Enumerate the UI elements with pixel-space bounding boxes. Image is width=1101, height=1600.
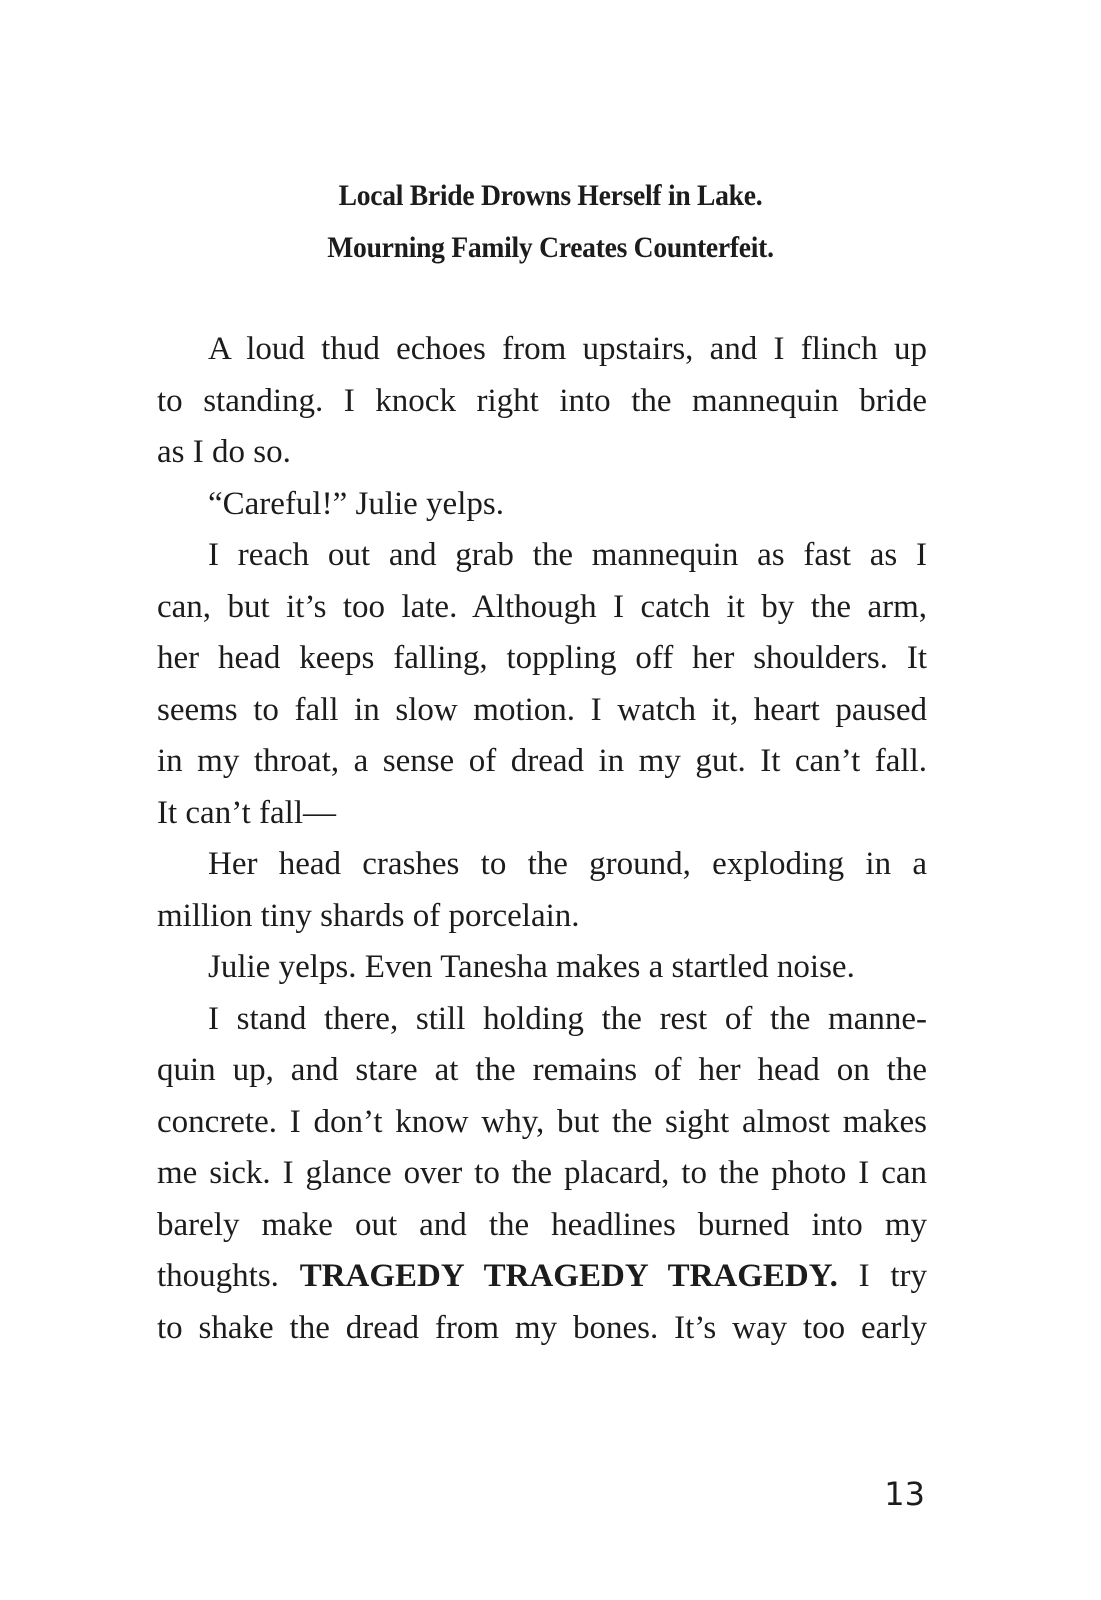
text-line: I stand there, still holding the rest of the manne- bbox=[208, 1000, 927, 1037]
text-line: “Careful!” Julie yelps. bbox=[208, 485, 504, 522]
text-line: can, but it’s too late. Although I catch it by the arm, bbox=[157, 588, 927, 625]
text-line: Julie yelps. Even Tanesha makes a startled noise. bbox=[208, 949, 855, 985]
newspaper-headlines bbox=[0, 170, 1101, 274]
text-line: seems to fall in slow motion. I watch it, heart paused bbox=[157, 691, 927, 728]
text-segment: thoughts. bbox=[157, 1258, 300, 1294]
text-line: million tiny shards of porcelain. bbox=[157, 897, 580, 934]
text-line: in my throat, a sense of dread in my gut. It can’t fall. bbox=[157, 743, 927, 779]
text-line: concrete. I don’t know why, but the sight almost makes bbox=[157, 1103, 927, 1140]
text-line: It can’t fall— bbox=[157, 794, 336, 831]
text-line: her head keeps falling, toppling off her shoulders. It bbox=[157, 640, 927, 676]
headline-line-1: Local Bride Drowns Herself in Lake. bbox=[338, 179, 763, 212]
text-line: as I do so. bbox=[157, 434, 291, 470]
text-line-with-bold bbox=[157, 1251, 927, 1303]
text-line: Her head crashes to the ground, exploding in a bbox=[208, 846, 927, 882]
text-line: I reach out and grab the mannequin as fast as I bbox=[208, 537, 927, 573]
text-line: to shake the dread from my bones. It’s way too early bbox=[157, 1309, 927, 1346]
text-line: to standing. I knock right into the mannequin bride bbox=[157, 382, 927, 419]
text-line: barely make out and the headlines burned into my bbox=[157, 1206, 927, 1243]
headline-line-2: Mourning Family Creates Counterfeit. bbox=[327, 231, 774, 264]
page-number: 13 bbox=[884, 1475, 925, 1513]
text-line: quin up, and stare at the remains of her head on the bbox=[157, 1052, 927, 1088]
text-segment: I try bbox=[837, 1258, 927, 1294]
text-line: me sick. I glance over to the placard, to the photo I can bbox=[157, 1155, 927, 1191]
body-text bbox=[157, 324, 927, 1354]
bold-tragedy-text: TRAGEDY TRAGEDY TRAGEDY. bbox=[299, 1258, 838, 1294]
text-line: A loud thud echoes from upstairs, and I flinch up bbox=[208, 331, 927, 367]
